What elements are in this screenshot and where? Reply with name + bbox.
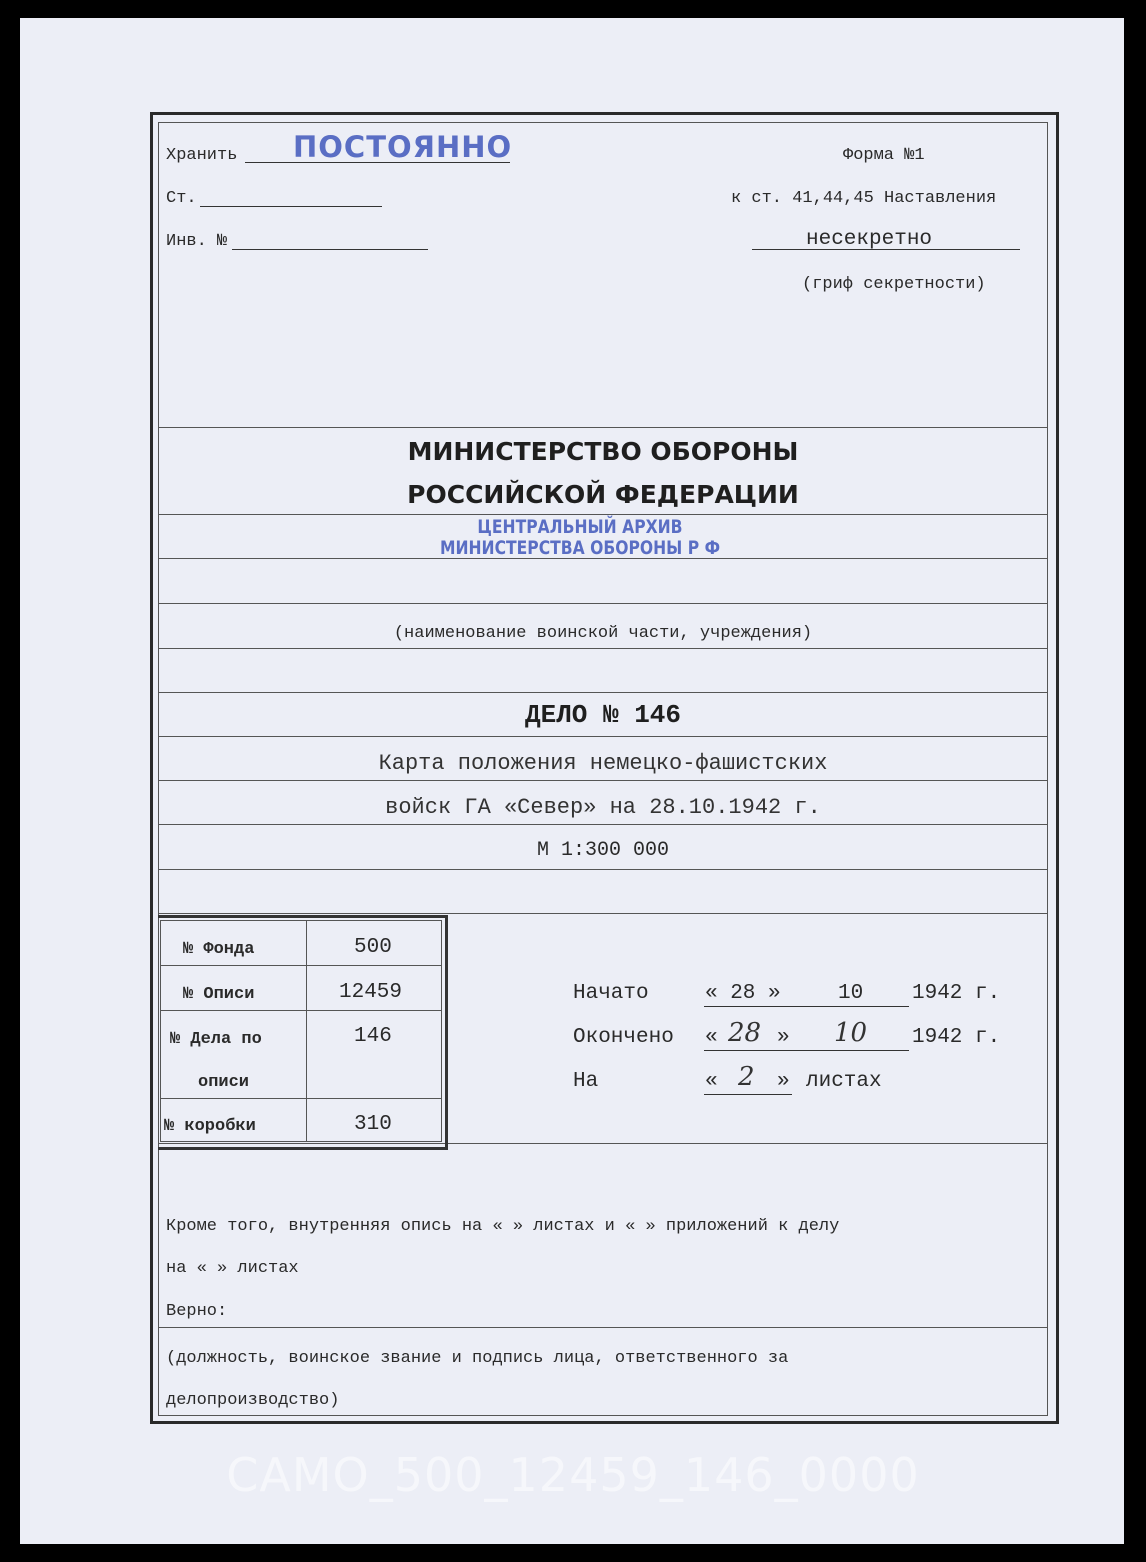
row-divider xyxy=(158,1327,1048,1328)
ministry-line2: РОССИЙСКОЙ ФЕДЕРАЦИИ xyxy=(407,480,799,509)
started-underline xyxy=(704,1006,909,1007)
row-divider xyxy=(158,692,1048,693)
table-row-divider xyxy=(160,1010,442,1011)
row-divider xyxy=(158,427,1048,428)
delo-value: 146 xyxy=(354,1025,392,1048)
table-column-divider xyxy=(306,920,307,1142)
sheets-underline xyxy=(704,1094,792,1095)
case-desc-line2: войск ГА «Север» на 28.10.1942 г. xyxy=(385,795,821,820)
box-label: № коробки xyxy=(164,1117,256,1136)
classification-caption: (гриф секретности) xyxy=(802,275,986,294)
inv-label: Инв. № xyxy=(166,232,228,251)
archive-stamp-line2: МИНИСТЕРСТВА ОБОРОНЫ Р Ф xyxy=(439,537,721,559)
st-label: Ст. xyxy=(166,189,197,208)
correct-label: Верно: xyxy=(166,1302,228,1321)
ended-open-quote: « xyxy=(705,1026,718,1049)
st-underline xyxy=(200,206,382,207)
fond-label: № Фонда xyxy=(183,940,255,959)
besides-line2: на « » листах xyxy=(166,1259,299,1278)
ended-day-handwritten: 28 xyxy=(728,1018,762,1048)
sheets-word: листах xyxy=(806,1070,882,1093)
row-divider xyxy=(158,869,1048,870)
archive-stamp-line1: ЦЕНТРАЛЬНЫЙ АРХИВ xyxy=(477,516,683,538)
delo-label: № Дела по xyxy=(170,1030,262,1049)
row-divider xyxy=(158,780,1048,781)
row-divider xyxy=(158,913,1048,914)
ended-month-handwritten: 10 xyxy=(834,1018,868,1048)
started-label: Начато xyxy=(573,982,649,1005)
position-caption-line2: делопроизводство) xyxy=(166,1391,340,1410)
form-label: Форма №1 xyxy=(843,146,925,165)
row-divider xyxy=(158,648,1048,649)
ended-year: 1942 г. xyxy=(912,1026,1001,1049)
keep-label: Хранить xyxy=(166,146,238,165)
sheets-count-handwritten: 2 xyxy=(738,1062,755,1092)
keep-stamp: ПОСТОЯННО xyxy=(293,130,513,164)
opis-value: 12459 xyxy=(339,981,403,1004)
ended-underline xyxy=(704,1050,909,1051)
position-caption-line1: (должность, воинское звание и подпись лица, ответственного за xyxy=(166,1349,789,1368)
table-row-divider xyxy=(160,965,442,966)
articles-label: к ст. 41,44,45 Наставления xyxy=(731,189,997,208)
table-row-divider xyxy=(160,1098,442,1099)
box-value: 310 xyxy=(354,1113,392,1136)
sheets-label: На xyxy=(573,1070,599,1093)
case-title: ДЕЛО № 146 xyxy=(524,700,682,730)
case-scale: М 1:300 000 xyxy=(536,839,670,862)
row-divider xyxy=(158,736,1048,737)
unit-caption: (наименование воинской части, учреждения) xyxy=(393,624,813,643)
image-watermark: CAMO_500_12459_146_0000 xyxy=(226,1448,920,1502)
started-year: 1942 г. xyxy=(912,982,1001,1005)
opis-label: № Описи xyxy=(183,985,255,1004)
classification-underline xyxy=(752,249,1020,250)
ended-close-quote: » xyxy=(777,1026,790,1049)
ended-label: Окончено xyxy=(573,1026,674,1049)
delo-label-line2: описи xyxy=(198,1073,250,1092)
row-divider xyxy=(158,603,1048,604)
archive-stamp xyxy=(416,517,744,559)
sheets-close-quote: » xyxy=(777,1070,790,1093)
sheets-open-quote: « xyxy=(705,1070,718,1093)
case-desc-line1: Карта положения немецко-фашистских xyxy=(378,751,828,776)
row-divider xyxy=(158,514,1048,515)
inv-underline xyxy=(232,249,428,250)
classification-value: несекретно xyxy=(806,228,933,251)
started-day: « 28 » xyxy=(705,982,781,1005)
row-divider xyxy=(158,824,1048,825)
started-month: 10 xyxy=(838,982,864,1005)
fond-value: 500 xyxy=(354,936,392,959)
besides-line1: Кроме того, внутренняя опись на « » листах и « » приложений к делу xyxy=(166,1217,840,1236)
ministry-line1: МИНИСТЕРСТВО ОБОРОНЫ xyxy=(407,437,799,466)
